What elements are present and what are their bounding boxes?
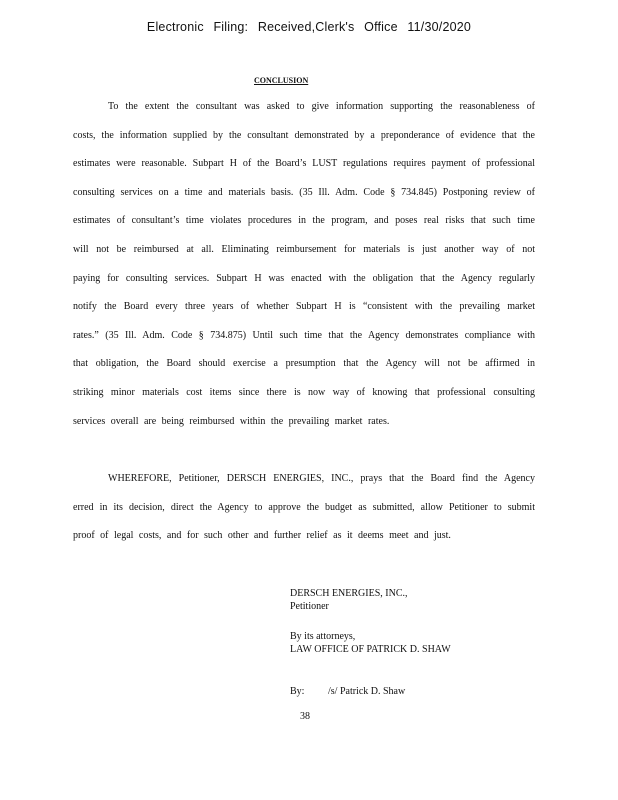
filing-stamp-text: Electronic Filing: Received,Clerk's Office 11/30/2020: [146, 20, 472, 34]
signature-firm: LAW OFFICE OF PATRICK D. SHAW: [290, 644, 451, 655]
signature-role: Petitioner: [290, 601, 329, 612]
signature-by-line: By its attorneys,: [290, 631, 356, 642]
page-number: 38: [300, 711, 310, 722]
signature-party: DERSCH ENERGIES, INC.,: [290, 588, 408, 599]
signature-by-label: By:: [290, 686, 305, 697]
signature-signed-name: /s/ Patrick D. Shaw: [328, 686, 406, 697]
section-heading: CONCLUSION: [254, 76, 309, 85]
filing-stamp-header: [0, 20, 618, 34]
conclusion-paragraph: To the extent the consultant was asked to give information supporting the reasonableness of costs, the information supplied by the consultant demonstrated by a preponderance of evidence that the estimates were reasonable. Subpart H of the Board’s LUST regulations requires payment of professional consulting services on a time and materials basis. (35 Ill. Adm. Code § 734.845) Postponing review of estimates of consultant’s time violates procedures in the program, and poses real risks that such time will not be reimbursed at all. Eliminating reimbursement for materials is just another way of not paying for consulting services. Subpart H was enacted with the obligation that the Agency regularly notify the Board every three years of whether Subpart H is “consistent with the prevailing market rates.” (35 Ill. Adm. Code § 734.875) Until such time that the Agency demonstrates compliance with that obligation, the Board should exercise a presumption that the Agency will not be affirmed in striking minor materials cost items since there is now way of knowing that professional consulting services overall are being reimbursed within the prevailing market rates.: [73, 101, 535, 427]
wherefore-paragraph: WHEREFORE, Petitioner, DERSCH ENERGIES, INC., prays that the Board find the Agency erred in its decision, direct the Agency to approve the budget as submitted, allow Petitioner to submit proof of legal costs, and for such other and further relief as it deems meet and just.: [73, 473, 535, 542]
